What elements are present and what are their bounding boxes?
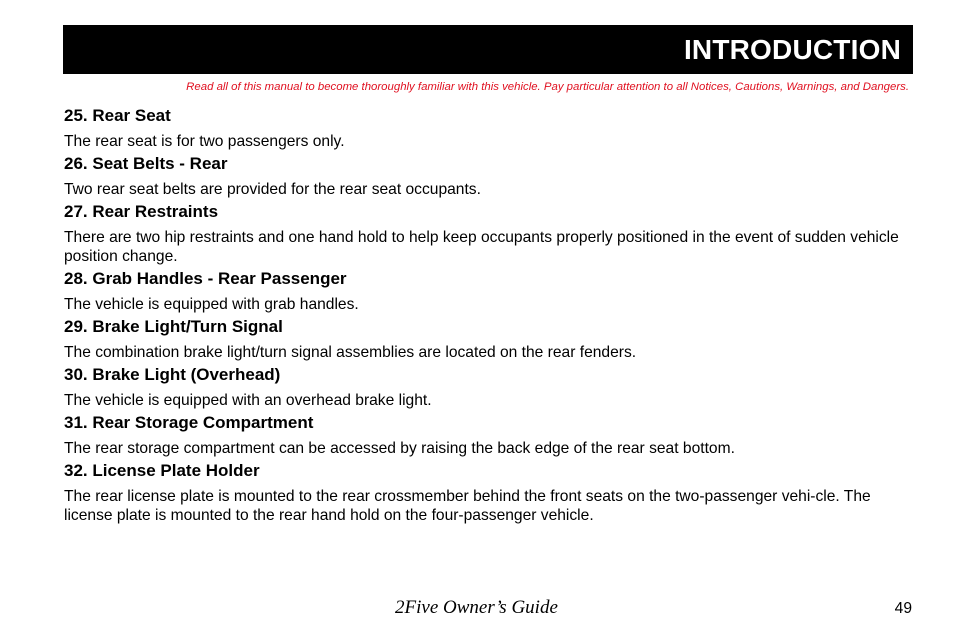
section-title: 30. Brake Light (Overhead)	[64, 365, 281, 384]
section-title: 29. Brake Light/Turn Signal	[64, 317, 283, 336]
section-body: The rear seat is for two passengers only.	[64, 133, 345, 150]
section-license-plate-holder	[64, 461, 914, 525]
section-title: 27. Rear Restraints	[64, 202, 219, 221]
main-content	[64, 106, 914, 528]
section-title: 31. Rear Storage Compartment	[64, 413, 314, 432]
header-bar	[63, 25, 913, 74]
section-rear-storage	[64, 413, 914, 458]
section-title: 32. License Plate Holder	[64, 461, 260, 480]
section-seat-belts-rear	[64, 154, 914, 199]
section-body: The rear license plate is mounted to the rear crossmember behind the front seats on the two-passenger vehi-cle. The license plate is mounted to the rear hand hold on the four-passenger vehicle.	[64, 488, 871, 524]
safety-notice: Read all of this manual to become thoroughly familiar with this vehicle. Pay particular attention to all Notices, Cautions, Warnings, and Dangers.	[186, 81, 909, 93]
section-grab-handles	[64, 269, 914, 314]
section-title: 26. Seat Belts - Rear	[64, 154, 228, 173]
section-title: 25. Rear Seat	[64, 106, 171, 125]
section-body: The combination brake light/turn signal assemblies are located on the rear fenders.	[64, 344, 637, 361]
section-body: The vehicle is equipped with grab handles.	[64, 296, 359, 313]
section-title: 28. Grab Handles - Rear Passenger	[64, 269, 347, 288]
footer-guide-title: 2Five Owner’s Guide	[395, 597, 558, 618]
page-title: INTRODUCTION	[683, 34, 901, 65]
section-body: There are two hip restraints and one hand hold to help keep occupants properly positioned in the event of sudden vehicle position change.	[64, 229, 899, 265]
section-body: Two rear seat belts are provided for the rear seat occupants.	[64, 181, 481, 198]
section-rear-seat	[64, 106, 914, 151]
section-rear-restraints	[64, 202, 914, 266]
section-body: The rear storage compartment can be accessed by raising the back edge of the rear seat bottom.	[64, 440, 735, 457]
page-number: 49	[894, 600, 912, 617]
section-brake-light-turn-signal	[64, 317, 914, 362]
section-brake-light-overhead	[64, 365, 914, 410]
section-body: The vehicle is equipped with an overhead brake light.	[64, 392, 432, 409]
